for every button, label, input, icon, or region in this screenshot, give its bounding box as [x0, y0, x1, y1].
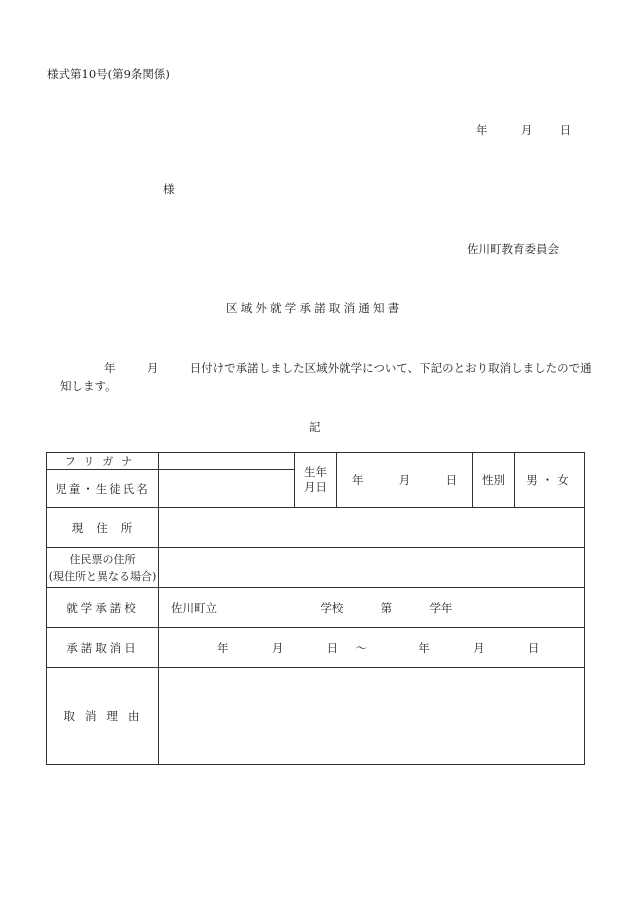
ki-label: 記 — [309, 420, 321, 434]
body-year: 年 — [104, 361, 116, 375]
notice-form-table — [46, 452, 585, 765]
cancel-to-year: 年 — [418, 640, 430, 655]
cancel-to-month: 月 — [473, 640, 485, 655]
cancel-from-day: 日 — [326, 640, 339, 655]
birth-month: 月 — [398, 473, 411, 487]
student-name-field[interactable] — [159, 470, 295, 508]
current-address-label: 現住所 — [47, 508, 159, 548]
birth-label-line1: 生年 — [304, 465, 327, 479]
issuer-name: 佐川町教育委員会 — [467, 242, 559, 256]
cancel-from-year: 年 — [217, 640, 229, 655]
cancel-date-field[interactable] — [159, 628, 585, 668]
cancel-to-day: 日 — [527, 640, 540, 655]
document-title: 区域外就学承諾取消通知書 — [226, 301, 403, 315]
birth-label-line2: 月日 — [304, 480, 327, 494]
registered-address-line2: (現住所と異なる場合) — [48, 569, 157, 583]
birth-year: 年 — [351, 473, 364, 487]
registered-address-label — [47, 548, 159, 588]
grade-prefix: 第 — [380, 600, 393, 615]
student-name-label: 児童・生徒氏名 — [47, 470, 159, 508]
body-line-1 — [104, 360, 592, 376]
registered-address-line1: 住民票の住所 — [69, 552, 136, 566]
cancel-date-label: 承諾取消日 — [47, 628, 159, 668]
gender-label: 性別 — [473, 453, 515, 508]
body-month: 月 — [146, 361, 159, 375]
form-number: 様式第10号(第9条関係) — [47, 67, 170, 81]
body-text: 日付けで承諾しました区域外就学について、下記のとおり取消しましたので通 — [189, 361, 592, 375]
approved-school-field[interactable] — [159, 588, 585, 628]
body-line-2: 知します。 — [60, 379, 117, 393]
issue-date — [476, 122, 571, 138]
birth-day: 日 — [445, 473, 458, 487]
cancel-reason-label: 取消理由 — [47, 668, 159, 765]
school-town: 佐川町立 — [171, 600, 217, 615]
gender-options[interactable]: 男・女 — [515, 453, 585, 508]
furigana-label: フリガナ — [47, 453, 159, 470]
cancel-from-month: 月 — [271, 640, 284, 655]
approved-school-label: 就学承諾校 — [47, 588, 159, 628]
current-address-field[interactable] — [159, 508, 585, 548]
issue-date-day: 日 — [559, 123, 572, 137]
birth-date-label — [295, 453, 337, 508]
registered-address-field[interactable] — [159, 548, 585, 588]
furigana-field[interactable] — [159, 453, 295, 470]
addressee-suffix: 様 — [163, 182, 175, 196]
school-word: 学校 — [320, 600, 344, 615]
cancel-reason-field[interactable] — [159, 668, 585, 765]
grade-word: 学年 — [429, 600, 453, 615]
issue-date-year: 年 — [476, 123, 488, 137]
cancel-tilde: ～ — [355, 640, 367, 655]
issue-date-month: 月 — [520, 123, 533, 137]
birth-date-field[interactable] — [337, 453, 473, 508]
